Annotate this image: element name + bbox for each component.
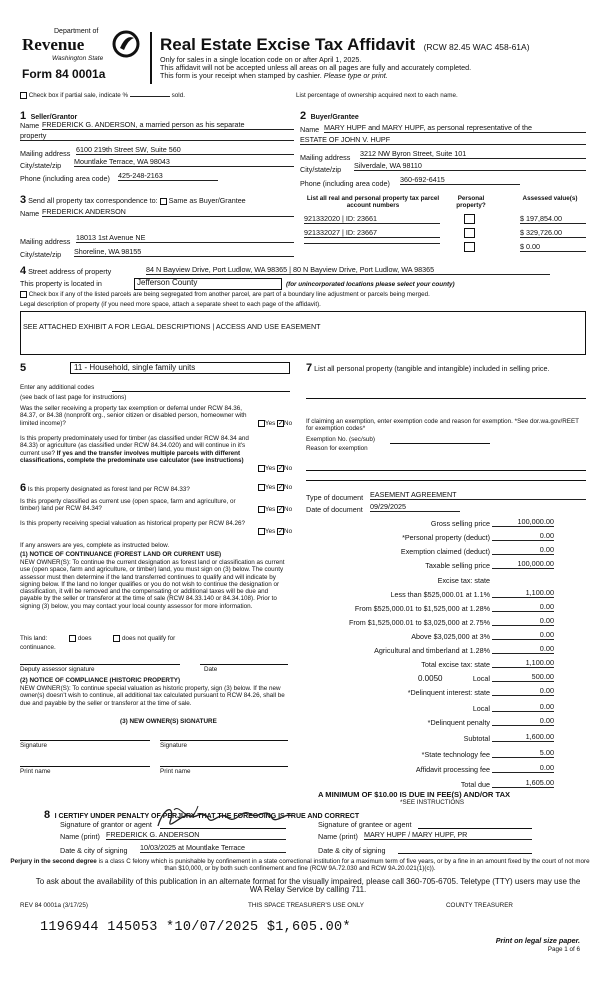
seller-mail-field[interactable]: 6100 219th Street SW, Suite 560: [76, 146, 294, 155]
additional-codes-line: [112, 391, 290, 392]
corr-city-field[interactable]: Shoreline, WA 98155: [74, 248, 294, 257]
tax-label: *Delinquent interest: state: [407, 688, 490, 697]
form-title-row: [160, 35, 530, 55]
tax-label: Less than $525,000.01 at 1.1%: [390, 590, 490, 599]
dor-emblem-icon: [112, 30, 140, 58]
historic-answer: Yes ✓No: [258, 528, 292, 535]
personal-property-checkbox[interactable]: [464, 242, 475, 252]
tax-label: Excise tax: state: [437, 576, 490, 585]
notice3-title: (3) NEW OWNER(S) SIGNATURE: [120, 718, 217, 725]
seller-phone-label: Phone (including area code): [20, 174, 110, 183]
assessed-value[interactable]: $ 329,726.00: [520, 229, 586, 238]
grantee-name-label: Name (print): [318, 832, 358, 841]
notice1-title: (1) NOTICE OF CONTINUANCE (FOREST LAND OR CURRENT USE): [20, 551, 222, 558]
tax-label: Subtotal: [463, 734, 490, 743]
assessed-value[interactable]: $ 0.00: [520, 243, 586, 252]
historic-question: Is this property receiving special valuation as historical property per RCW 84.26?: [20, 520, 246, 527]
buyer-mail-field[interactable]: 3212 NW Byron Street, Suite 101: [360, 150, 586, 159]
form-statute: (RCW 82.45 WAC 458-61A): [423, 42, 530, 52]
does-checkbox[interactable]: [69, 635, 76, 642]
personal-property-line: [306, 398, 586, 399]
county-select[interactable]: Jefferson County: [134, 278, 282, 290]
seller-name-line1[interactable]: FREDERICK G. ANDERSON, a married person as his separate: [42, 121, 294, 130]
grantor-name-label: Name (print): [60, 832, 100, 841]
segregation-checkbox[interactable]: [20, 291, 27, 298]
tax-label: From $1,525,000.01 to $3,025,000 at 2.75%: [348, 618, 490, 627]
tax-value[interactable]: 0.00: [492, 763, 554, 773]
tax-label: Total excise tax: state: [421, 660, 490, 669]
buyer-phone-field[interactable]: 360-692-6415: [400, 176, 520, 185]
dor-logo: [18, 30, 146, 86]
deputy-sig-label: Deputy assessor signature: [20, 666, 95, 673]
assessed-value[interactable]: $ 197,854.00: [520, 215, 586, 224]
legal-description-text: SEE ATTACHED EXHIBIT A FOR LEGAL DESCRIPTIONS | ACCESS AND USE EASEMENT: [23, 322, 321, 331]
header-divider: [150, 32, 152, 84]
tax-label: Taxable selling price: [425, 561, 490, 570]
grantee-sig-line: [418, 828, 532, 829]
legal-label: Legal description of property (if you need more space, attach a separate sheet to each page of the affidavit).: [20, 301, 321, 308]
correspondence-row: 3 Send all property tax correspondence to: Same as Buyer/Grantee: [20, 194, 246, 206]
alt-format-note: To ask about the availability of this publication in an alternate format for the visually impaired, please call 360-705-6705. Teletype (TTY) users may use the WA Relay Service by calling 711.: [35, 877, 581, 895]
seller-city-label: City/state/zip: [20, 161, 62, 170]
current-use-question: Is this property classified as current use (open space, farm and agriculture, or timber) land per RCW 84.34?: [20, 498, 236, 513]
tax-value[interactable]: 0.00: [492, 630, 554, 640]
seller-name-label: Name: [20, 121, 40, 130]
tax-label: Local: [472, 674, 490, 683]
parcel-account[interactable]: 921332020 | ID: 23661: [304, 215, 440, 224]
corr-name-label: Name: [20, 209, 40, 218]
street-address-field[interactable]: 84 N Bayview Drive, Port Ludlow, WA 98365 | 80 N Bayview Drive, Port Ludlow, WA 98365: [146, 266, 550, 275]
grantor-date-field[interactable]: 10/03/2025 at Mountlake Terrace: [140, 844, 286, 853]
additional-codes-label: Enter any additional codes: [20, 384, 95, 391]
exemption-note: If claiming an exemption, enter exemption code and reason for exemption. *See dor.wa.gov/REET for exemption codes*: [306, 418, 579, 433]
tax-value[interactable]: 0.00: [492, 602, 554, 612]
doc-type-label: Type of document: [306, 493, 364, 502]
tax-label: Above $3,025,000 at 3%: [411, 632, 490, 641]
owner-print-line1: [20, 766, 150, 767]
tax-label: Gross selling price: [430, 519, 490, 528]
treasurer-use: THIS SPACE TREASURER'S USE ONLY: [248, 902, 364, 909]
forest-question: 6 Is this property designated as forest land per RCW 84.33?: [20, 482, 190, 494]
partial-sale-row: Check box if partial sale, indicate % sold.: [20, 92, 185, 99]
rev-number: REV 84 0001a (3/17/25): [20, 902, 88, 909]
does-not-checkbox[interactable]: [113, 635, 120, 642]
tax-value[interactable]: 0.00: [492, 545, 554, 555]
tax-label: Total due: [460, 780, 490, 789]
exemption-answer: Yes ✓No: [258, 420, 292, 427]
tax-value[interactable]: 100,000.00: [492, 517, 554, 527]
buyer-city-label: City/state/zip: [300, 165, 342, 174]
tax-value[interactable]: 0.00: [492, 702, 554, 712]
tax-value[interactable]: 500.00: [492, 672, 554, 682]
grantee-sig-label: Signature of grantee or agent: [318, 820, 412, 829]
sub-line2: This affidavit will not be accepted unless all areas on all pages are fully and accurately completed.: [160, 63, 472, 72]
continuance-label: continuance.: [20, 644, 56, 651]
same-as-buyer-checkbox[interactable]: [160, 198, 167, 205]
personal-property-row: 7 List all personal property (tangible and intangible) included in selling price.: [306, 362, 550, 374]
treasurer-stamp: 1196944 145053 *10/07/2025 $1,605.00*: [40, 920, 351, 935]
parcel-account[interactable]: 921332027 | ID: 23667: [304, 229, 440, 238]
tax-value[interactable]: 0.00: [492, 716, 554, 726]
perjury-note: Perjury in the second degree is a class C felony which is punishable by confinement in a state correctional institution for a maximum term of five years, or by a fine in an amount fixed by the court of not more than $10,000, or by both such confinement and fine (RCW 9A.72.030 and RCW 9A.20.021(1)(c)).: [10, 858, 590, 873]
notice2-body: NEW OWNER(S): To continue special valuation as historic property, sign (3) below. If the new owner(s) doesn't wish to continue, all additional tax calculated pursuant to RCW 84.26, shall be due and payable by the seller or transferor at the time of sale.: [20, 685, 285, 707]
tax-label: From $525,000.01 to $1,525,000 at 1.28%: [354, 604, 490, 613]
owner-sig-line2: [160, 740, 288, 741]
parcel-account[interactable]: [304, 243, 440, 244]
tax-value[interactable]: 5.00: [492, 748, 554, 758]
deputy-sig-line: [20, 664, 180, 665]
grantor-name-field[interactable]: FREDERICK G. ANDERSON: [106, 831, 286, 840]
deputy-date-line: [200, 664, 288, 665]
owner-print-label1: Print name: [20, 768, 51, 775]
reason-line2: [306, 480, 586, 481]
personal-property-checkbox[interactable]: [464, 214, 475, 224]
page-number: Page 1 of 6: [547, 946, 580, 953]
tax-label: Affidavit processing fee: [415, 765, 490, 774]
certify-row: 8 I CERTIFY UNDER PENALTY OF PERJURY THAT THE FOREGOING IS TRUE AND CORRECT: [44, 809, 360, 821]
reason-line1: [306, 470, 586, 471]
buyer-phone-label: Phone (including area code): [300, 179, 390, 188]
buyer-name-line2[interactable]: ESTATE OF JOHN V. HUPF: [300, 136, 586, 145]
grantor-sig-label: Signature of grantor or agent: [60, 820, 152, 829]
owner-sig-label1: Signature: [20, 742, 47, 749]
seller-phone-field[interactable]: 425-248-2163: [118, 172, 218, 181]
local-rate: 0.0050: [418, 674, 443, 683]
dept-revenue: Revenue: [22, 35, 85, 54]
minimum-fee-note: A MINIMUM OF $10.00 IS DUE IN FEE(S) AND/OR TAX: [318, 790, 511, 799]
current-use-answer: Yes ✓No: [258, 506, 292, 513]
tax-value[interactable]: 0.00: [492, 644, 554, 654]
reason-label: Reason for exemption: [306, 445, 368, 452]
section5-number: 5: [20, 362, 27, 374]
corr-name-field[interactable]: FREDERICK ANDERSON: [42, 208, 294, 217]
tax-value[interactable]: 100,000.00: [492, 559, 554, 569]
if-yes-note: If any answers are yes, complete as instructed below.: [20, 542, 170, 549]
buyer-name-line1[interactable]: MARY HUPF and MARY HUPF, as personal representative of the: [324, 124, 586, 133]
parcel-header-value: Assessed value(s): [522, 195, 578, 202]
legal-description-box[interactable]: [20, 311, 586, 355]
exemption-question: Was the seller receiving a property tax exemption or deferral under RCW 84.36, 84.37, or 84.38 (nonprofit org., senior citizen or disabled person, homeowner with limited income)?: [20, 405, 247, 427]
this-land-row: This land: does does not qualify for: [20, 635, 176, 643]
deputy-date-label: Date: [204, 666, 218, 673]
tax-value[interactable]: 1,600.00: [492, 732, 554, 742]
seller-mail-label: Mailing address: [20, 149, 71, 158]
personal-property-checkbox[interactable]: [464, 228, 475, 238]
owner-sig-line1: [20, 740, 150, 741]
see-instructions: *SEE INSTRUCTIONS: [400, 799, 465, 806]
corr-mail-field[interactable]: 18013 1st Avenue NE: [76, 234, 294, 243]
unincorporated-note: (for unincorporated locations please select your county): [286, 281, 455, 288]
buyer-city-field[interactable]: Silverdale, WA 98110: [354, 162, 586, 171]
street-label-row: 4 Street address of property: [20, 265, 112, 277]
tax-label: Exemption claimed (deduct): [400, 547, 490, 556]
sub-line1: Only for sales in a single location code on or after April 1, 2025.: [160, 55, 362, 64]
tax-label: *Personal property (deduct): [402, 533, 490, 542]
grantee-date-label: Date & city of signing: [318, 846, 386, 855]
doc-date-label: Date of document: [306, 505, 363, 514]
forest-answer: Yes ✓No: [258, 484, 292, 491]
county-treasurer: COUNTY TREASURER: [446, 902, 513, 909]
seller-name-line2[interactable]: property: [20, 132, 294, 141]
buyer-mail-label: Mailing address: [300, 153, 351, 162]
notice2-title: (2) NOTICE OF COMPLIANCE (HISTORIC PROPERTY): [20, 677, 181, 684]
tax-label: *Delinquent penalty: [427, 718, 490, 727]
owner-sig-label2: Signature: [160, 742, 187, 749]
form-title: Real Estate Excise Tax Affidavit: [160, 35, 416, 54]
grantee-name-field[interactable]: MARY HUPF / MARY HUPF, PR: [364, 831, 532, 840]
tax-label: *State technology fee: [421, 750, 490, 759]
seller-heading: 1 Seller/Grantor: [20, 110, 78, 122]
buyer-heading: 2 Buyer/Grantee: [300, 110, 359, 122]
tax-value[interactable]: 1,100.00: [492, 658, 554, 668]
corr-mail-label: Mailing address: [20, 237, 71, 246]
tax-value[interactable]: 1,100.00: [492, 588, 554, 598]
sub-line3: This form is your receipt when stamped by cashier. Please type or print.: [160, 71, 388, 80]
see-back-note: (see back of last page for instructions): [20, 394, 127, 401]
grantor-sig-line: [160, 828, 286, 829]
grantee-date-line: [398, 853, 532, 854]
dept-line1: Department of: [54, 28, 99, 35]
located-label: This property is located in: [20, 279, 102, 288]
timber-question: Is this property predominately used for timber (as classified under RCW 84.34 and 84.33) or agriculture (as classified under RCW 84.34.020) and will continue in it's current use? If yes and the transfer involves multiple parcels with different classifications, complete the predominate use calculator (see instructions): [20, 435, 249, 464]
form-number: Form 84 0001a: [22, 67, 106, 81]
tax-label: Agricultural and timberland at 1.28%: [374, 646, 490, 655]
legal-paper-note: Print on legal size paper.: [495, 936, 580, 945]
buyer-name-label: Name: [300, 125, 320, 134]
segregation-row: Check box if any of the listed parcels are being segregated from another parcel, are part of a boundary line adjustment or parcels being merged.: [20, 291, 430, 298]
partial-sale-checkbox[interactable]: [20, 92, 27, 99]
dept-state: Washington State: [52, 55, 104, 62]
tax-value[interactable]: 1,605.00: [492, 778, 554, 788]
tax-label: Local: [472, 704, 490, 713]
parcel-header-account: List all real and personal property tax parcel account numbers: [306, 195, 440, 210]
tax-value[interactable]: 0.00: [492, 531, 554, 541]
owner-print-line2: [160, 766, 288, 767]
parcel-header-personal: Personal property?: [456, 195, 486, 210]
tax-value[interactable]: 0.00: [492, 686, 554, 696]
corr-city-label: City/state/zip: [20, 250, 62, 259]
doc-date-field[interactable]: 09/29/2025: [370, 503, 460, 512]
exemption-no-label: Exemption No. (sec/sub): [306, 436, 375, 443]
notice1-body: NEW OWNER(S): To continue the current designation as forest land or classification as current use (open space, farm and agriculture, or timber) land, you must sign on (3) below. The county assessor must then determine if the land transferred continues to qualify and will indicate by signing below. If the land no longer qualifies or you do not wish to continue the designation or classification, it will be removed and the compensating or additional taxes will be due and payable by the seller or transferor at the time of sale (RCW 84.33.140 or 84.34.108). Prior to signing (3) below, you may contact your local county assessor for more information.: [20, 559, 285, 610]
seller-city-field[interactable]: Mountlake Terrace, WA 98043: [74, 158, 294, 167]
exemption-no-line: [390, 443, 490, 444]
doc-type-field[interactable]: EASEMENT AGREEMENT: [370, 491, 586, 500]
ownership-note: List percentage of ownership acquired next to each name.: [296, 92, 458, 99]
grantor-date-label: Date & city of signing: [60, 846, 128, 855]
timber-answer: Yes ✓No: [258, 465, 292, 472]
use-code-select[interactable]: 11 - Household, single family units: [70, 362, 290, 374]
owner-print-label2: Print name: [160, 768, 191, 775]
tax-value[interactable]: 0.00: [492, 616, 554, 626]
